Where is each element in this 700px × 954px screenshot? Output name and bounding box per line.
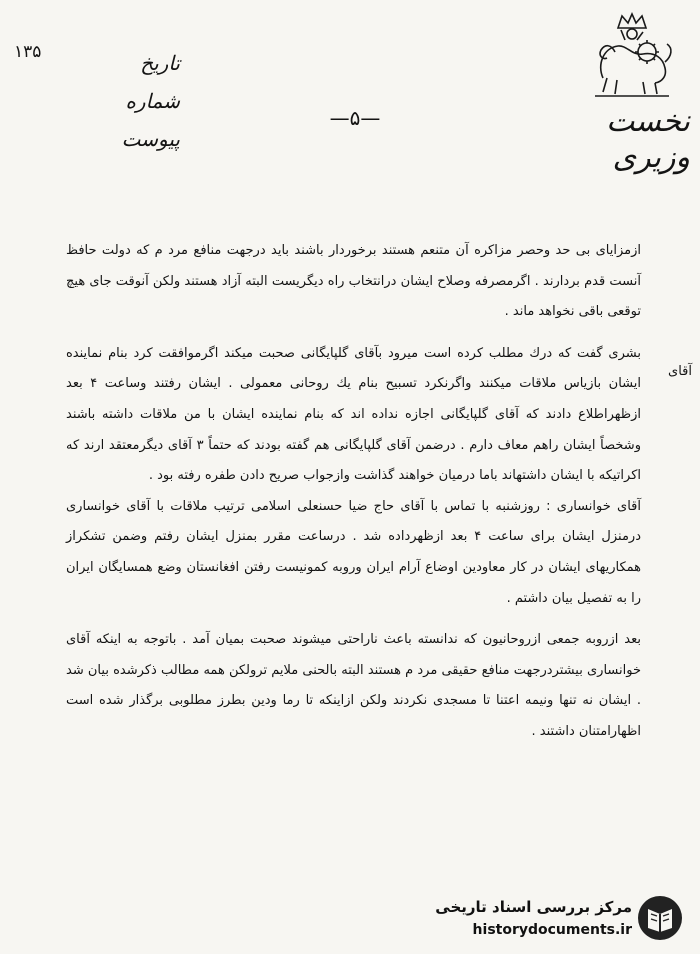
page-mark: —۵— (329, 106, 381, 130)
archive-watermark (420, 892, 690, 948)
number-label: شماره (125, 89, 180, 113)
archive-book-logo-icon (636, 894, 684, 942)
margin-note: آقای (668, 364, 692, 379)
paragraph-1: ازمزایای بی حد وحصر مزاکره آن متنعم هستند برخوردار باشند باید درجهت منافع مرد م که دولت حافظ آنست قدم بردارند . اگرمصرفه وصلاح ایشان درانتخاب راه دیگریست البته آزاد هستند ولکن آنوقت جای هیچ توقعی باقی نخواهد ماند . (66, 243, 641, 320)
paragraph-4: بعد ازروبه جمعی ازروحانیون که ندانسته باعث ناراحتی میشوند صحبت بمیان آمد . باتوجه به اینکه آقای خوانساری بیشتردرجهت منافع حقیقی مرد م هستند البته بالحنی ملایم ترولکن همه مطالب ذکرشده بیان شد . ایشان نه تنها ونیمه اعتنا تا مسجدی نکردند ولکن ازاینکه تا رما ودین بطرز مطلوبی برگذار شده است اظهارامتنان داشتند . (66, 632, 641, 739)
paragraph-3: آقای خوانساری : روزشنبه با تماس با آقای حاج ضیا حسنعلی اسلامی ترتیب ملاقات با آقای خوانساری درمنزل ایشان برای ساعت ۴ بعد ازظهرداده شد . درساعت مقرر بمنزل ایشان رفتم وضمن تشکراز همکاریهای ایشان در کار معاودین اوضاع آرام ایران وروبه کمونیست رفتن افغانستان وضع همسایگان ایران را به تفصیل بیان داشتم . (66, 498, 641, 606)
office-title: نخست وزیری (606, 104, 690, 175)
page-number: ١٣۵ (14, 42, 42, 62)
archive-website: historydocuments.ir (472, 922, 632, 938)
letter-body (66, 236, 641, 748)
paragraph-2: بشری گفت که درك مطلب کرده است میرود بآقای گلپایگانی صحبت میکند اگرموافقت کرد بنام نماینده ایشان بازیاس ملاقات میکنند واگرنکرد تسبیح بنام یك روحانی معمولی . ایشان رفتند وساعت ۴ بعد ازظهراطلاع دادند که آقای گلپایگانی اجازه نداده اند که بنام نماینده ایشان با من ملاقات داشته باشند وشخصاً ایشان راهم معاف دارم . درضمن آقای گلپایگانی هم گفته بودند که حتماً ۳ آقای دیگرمعتقد ارند که اکراتیکه با ایشان داشتهاند باما درمیان خواهند گذاشت وازجواب صریح دادن طفره رفته بود . (66, 345, 641, 484)
document-meta-labels (90, 44, 180, 158)
attachment-label: پیوست (121, 127, 180, 151)
date-label: تاریخ (140, 51, 180, 75)
lion-and-sun-emblem-icon (585, 10, 680, 106)
archive-name: مرکز بررسی اسناد تاریخی (435, 898, 632, 916)
